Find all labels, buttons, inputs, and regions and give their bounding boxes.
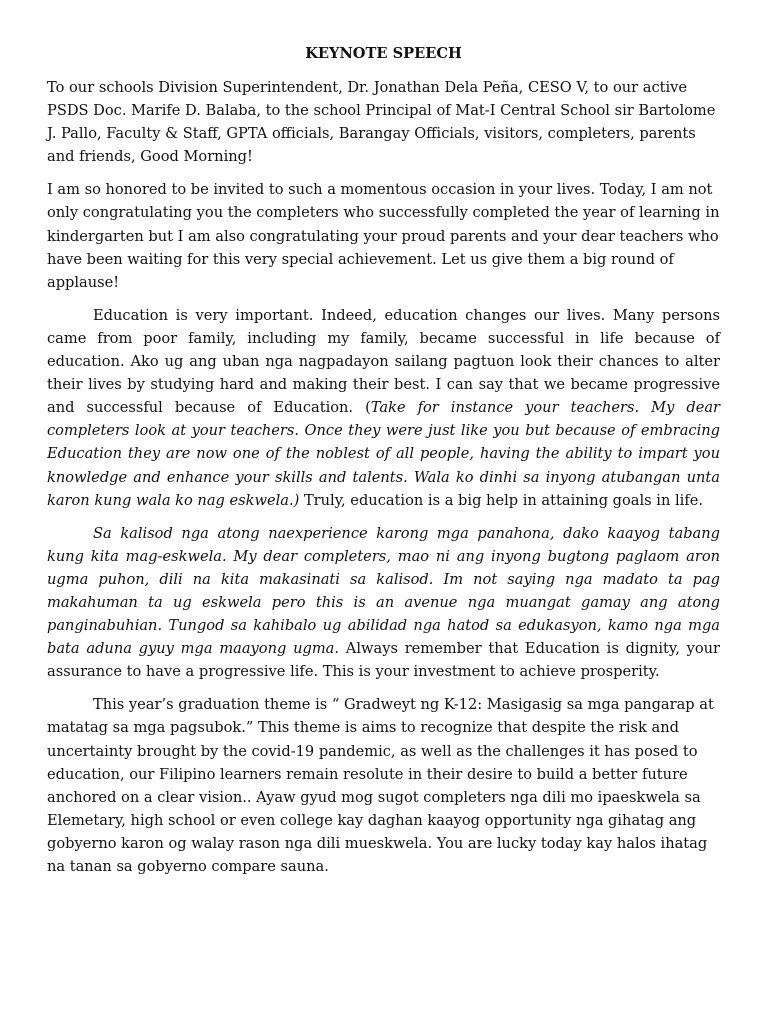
greeting-paragraph: To our schools Division Superintendent, Dr. Jonathan Dela Peña, CESO V, to our active PSDS Doc. Marife D. Balaba, to the school Principal of Mat-I Central School sir Bartolome J. Pallo, Faculty & Staff, GPTA officials, Barangay Officials, visitors, completers, parents and friends, Good Morning! (47, 79, 716, 166)
education-italic-text: Take for instance your teachers. My dear completers look at your teachers. Once they were just like you but because of embracing Education they are now one of the noblest of all people, having the ability to impart you knowledge and enhance your skills and talents. Wala ko dinhi sa inyong atubangan unta karon kung wala ko nag eskwela.) (47, 399, 721, 509)
intro-paragraph: I am so honored to be invited to such a momentous occasion in your lives. Today, I am not only congratulating you the completers who successfully completed the year of learning in kindergarten but I am also congratulating your proud parents and your dear teachers who have been waiting for this very special achievement. Let us give them a big round of applause! (47, 181, 720, 291)
hardship-italic-text: Sa kalisod nga atong naexperience karong mga panahona, dako kaayog tabang kung kita mag-eskwela. My dear completers, mao ni ang inyong bugtong paglaom aron ugma puhon, dili na kita makasinati sa kalisod. Im not saying nga madato ta pag makahuman ta ug eskwela pero this is an avenue nga muangat gamay ang atong panginabuhian. Tungod sa kahibalo ug abilidad nga hatod sa edukasyon, kamo nga mga bata aduna gyuy mga maayong ugma. (47, 524, 720, 658)
page-title: KEYNOTE SPEECH (305, 45, 462, 62)
hardship-text-end: Always remember that Education is dignity, your assurance to have a progressive life. This is your investment to achieve prosperity. (47, 640, 721, 681)
theme-paragraph: This year’s graduation theme is “ Gradweyt ng K-12: Masigasig sa mga pangarap at matatag sa mga pagsubok.” This theme is aims to recognize that despite the risk and uncertainty brought by the covid-19 pandemic, as well as the challenges it has posed to education, our Filipino learners remain resolute in their desire to build a better future anchored on a clear vision.. Ayaw gyud mog sugot completers nga dili mo ipaeskwela sa Elemetary, high school or even college kay daghan kaayog opportunity nga gihatag ang gobyerno karon og walay rason nga dili mueskwela. You are lucky today kay halos ihatag na tanan sa gobyerno compare sauna. (47, 696, 714, 875)
education-paragraph (47, 304, 720, 512)
hardship-paragraph (47, 522, 720, 684)
education-text-end: Truly, education is a big help in attaining goals in life. (299, 491, 704, 509)
education-text-start: Education is very important. Indeed, education changes our lives. Many persons came from poor family, including my family, became successful in life because of education. Ako ug ang uban nga nagpadayon sailang pagtuon look their chances to alter their lives by studying hard and making their best. I can say that we became progressive and successful because of Education. ( (47, 306, 720, 417)
